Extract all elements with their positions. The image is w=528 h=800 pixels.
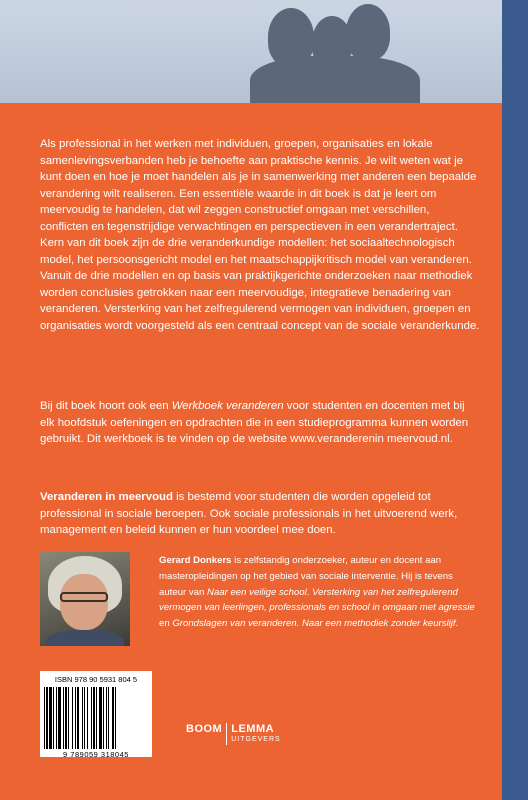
werkboek-paragraph — [40, 398, 480, 448]
publisher-right: LEMMA — [231, 723, 275, 735]
author-photo — [40, 552, 130, 646]
paragraph-1: Als professional in het werken met individuen, groepen, organisaties en lokale samenlevingsverbanden heb je behoefte aan praktische kennis. Je wilt weten wat je kunt doen en hoe je moet handelen als je in samenwerking met anderen een bepaalde verandering wilt realiseren. Een essentiële waarde in dit boek is dat je leert om meervoudig te handelen, dat wil zeggen constructief omgaan met verschillen, conflicten en tegenstrijdige verwachtingen en perspectieven in een verandertraject. — [40, 138, 477, 233]
statue-body — [250, 56, 420, 103]
author-end: . — [455, 618, 459, 630]
author-book-2: Versterking van het zelfregulerend vermogen van leerlingen, professionals en school in omgaan met agressie — [159, 586, 475, 614]
isbn-barcode — [40, 671, 152, 757]
publisher-divider — [226, 723, 227, 745]
author-sep: . — [306, 586, 313, 598]
barcode-bars — [44, 687, 148, 749]
author-and: en — [159, 618, 173, 630]
author-book-3: Grondslagen van veranderen. Naar een methodiek zonder keurslijf — [172, 618, 456, 630]
publisher-logo — [186, 723, 281, 745]
author-name: Gerard Donkers — [159, 555, 232, 566]
statue-head-right — [346, 4, 390, 60]
barcode-digits: 9 789059 318045 — [63, 750, 129, 759]
author-book-1: Naar een veilige school — [207, 586, 307, 598]
side-blue-strip — [502, 103, 528, 800]
glasses-icon — [60, 592, 108, 602]
description-main — [40, 136, 480, 334]
author-bio — [159, 553, 479, 632]
audience-text: is bestemd voor studenten die worden opgeleid tot professional in sociale beroepen. Ook sociale professionals in het uitvoerend werk, management en beleid kunnen er hun voordeel mee doen. — [40, 491, 458, 536]
werkboek-title: Werkboek veranderen — [171, 400, 284, 412]
werkboek-before: Bij dit boek hoort ook een — [40, 400, 172, 412]
werkboek-after: voor studenten en docenten met bij elk hoofdstuk oefeningen en opdrachten die in een studieprogramma kunnen worden gebruikt. Dit werkboek is te vinden op de website www.veranderenin meervoud.nl. — [40, 400, 469, 445]
audience-paragraph — [40, 489, 480, 539]
paragraph-2: Kern van dit boek zijn de drie veranderkundige modellen: het sociaaltechnologisch model, het persoonsgericht model en het maatschappijkritisch model van veranderen. — [40, 237, 472, 266]
isbn-text: ISBN 978 90 5931 804 5 — [54, 675, 138, 684]
book-title: Veranderen in meervoud — [40, 491, 173, 503]
cover-photo-strip — [0, 0, 528, 103]
publisher-left: BOOM — [186, 723, 223, 735]
author-desc: is zelfstandig onderzoeker, auteur en docent aan masteropleidingen op het gebied van sociale interventie. Hij is tevens auteur van — [159, 555, 453, 598]
top-blue-strip — [502, 0, 528, 103]
paragraph-3: Vanuit de drie modellen en op basis van praktijkgerichte onderzoeken naar methodiek worden conclusies getrokken naar een meervoudige, integratieve benadering van veranderen. Versterking van het zelfregulerend vermogen van individuen, groepen en organisaties wordt voorgesteld als een centraal concept van de sociale veranderkunde. — [40, 270, 480, 332]
barcode-bar — [116, 687, 118, 749]
publisher-sub: UITGEVERS — [231, 736, 281, 743]
